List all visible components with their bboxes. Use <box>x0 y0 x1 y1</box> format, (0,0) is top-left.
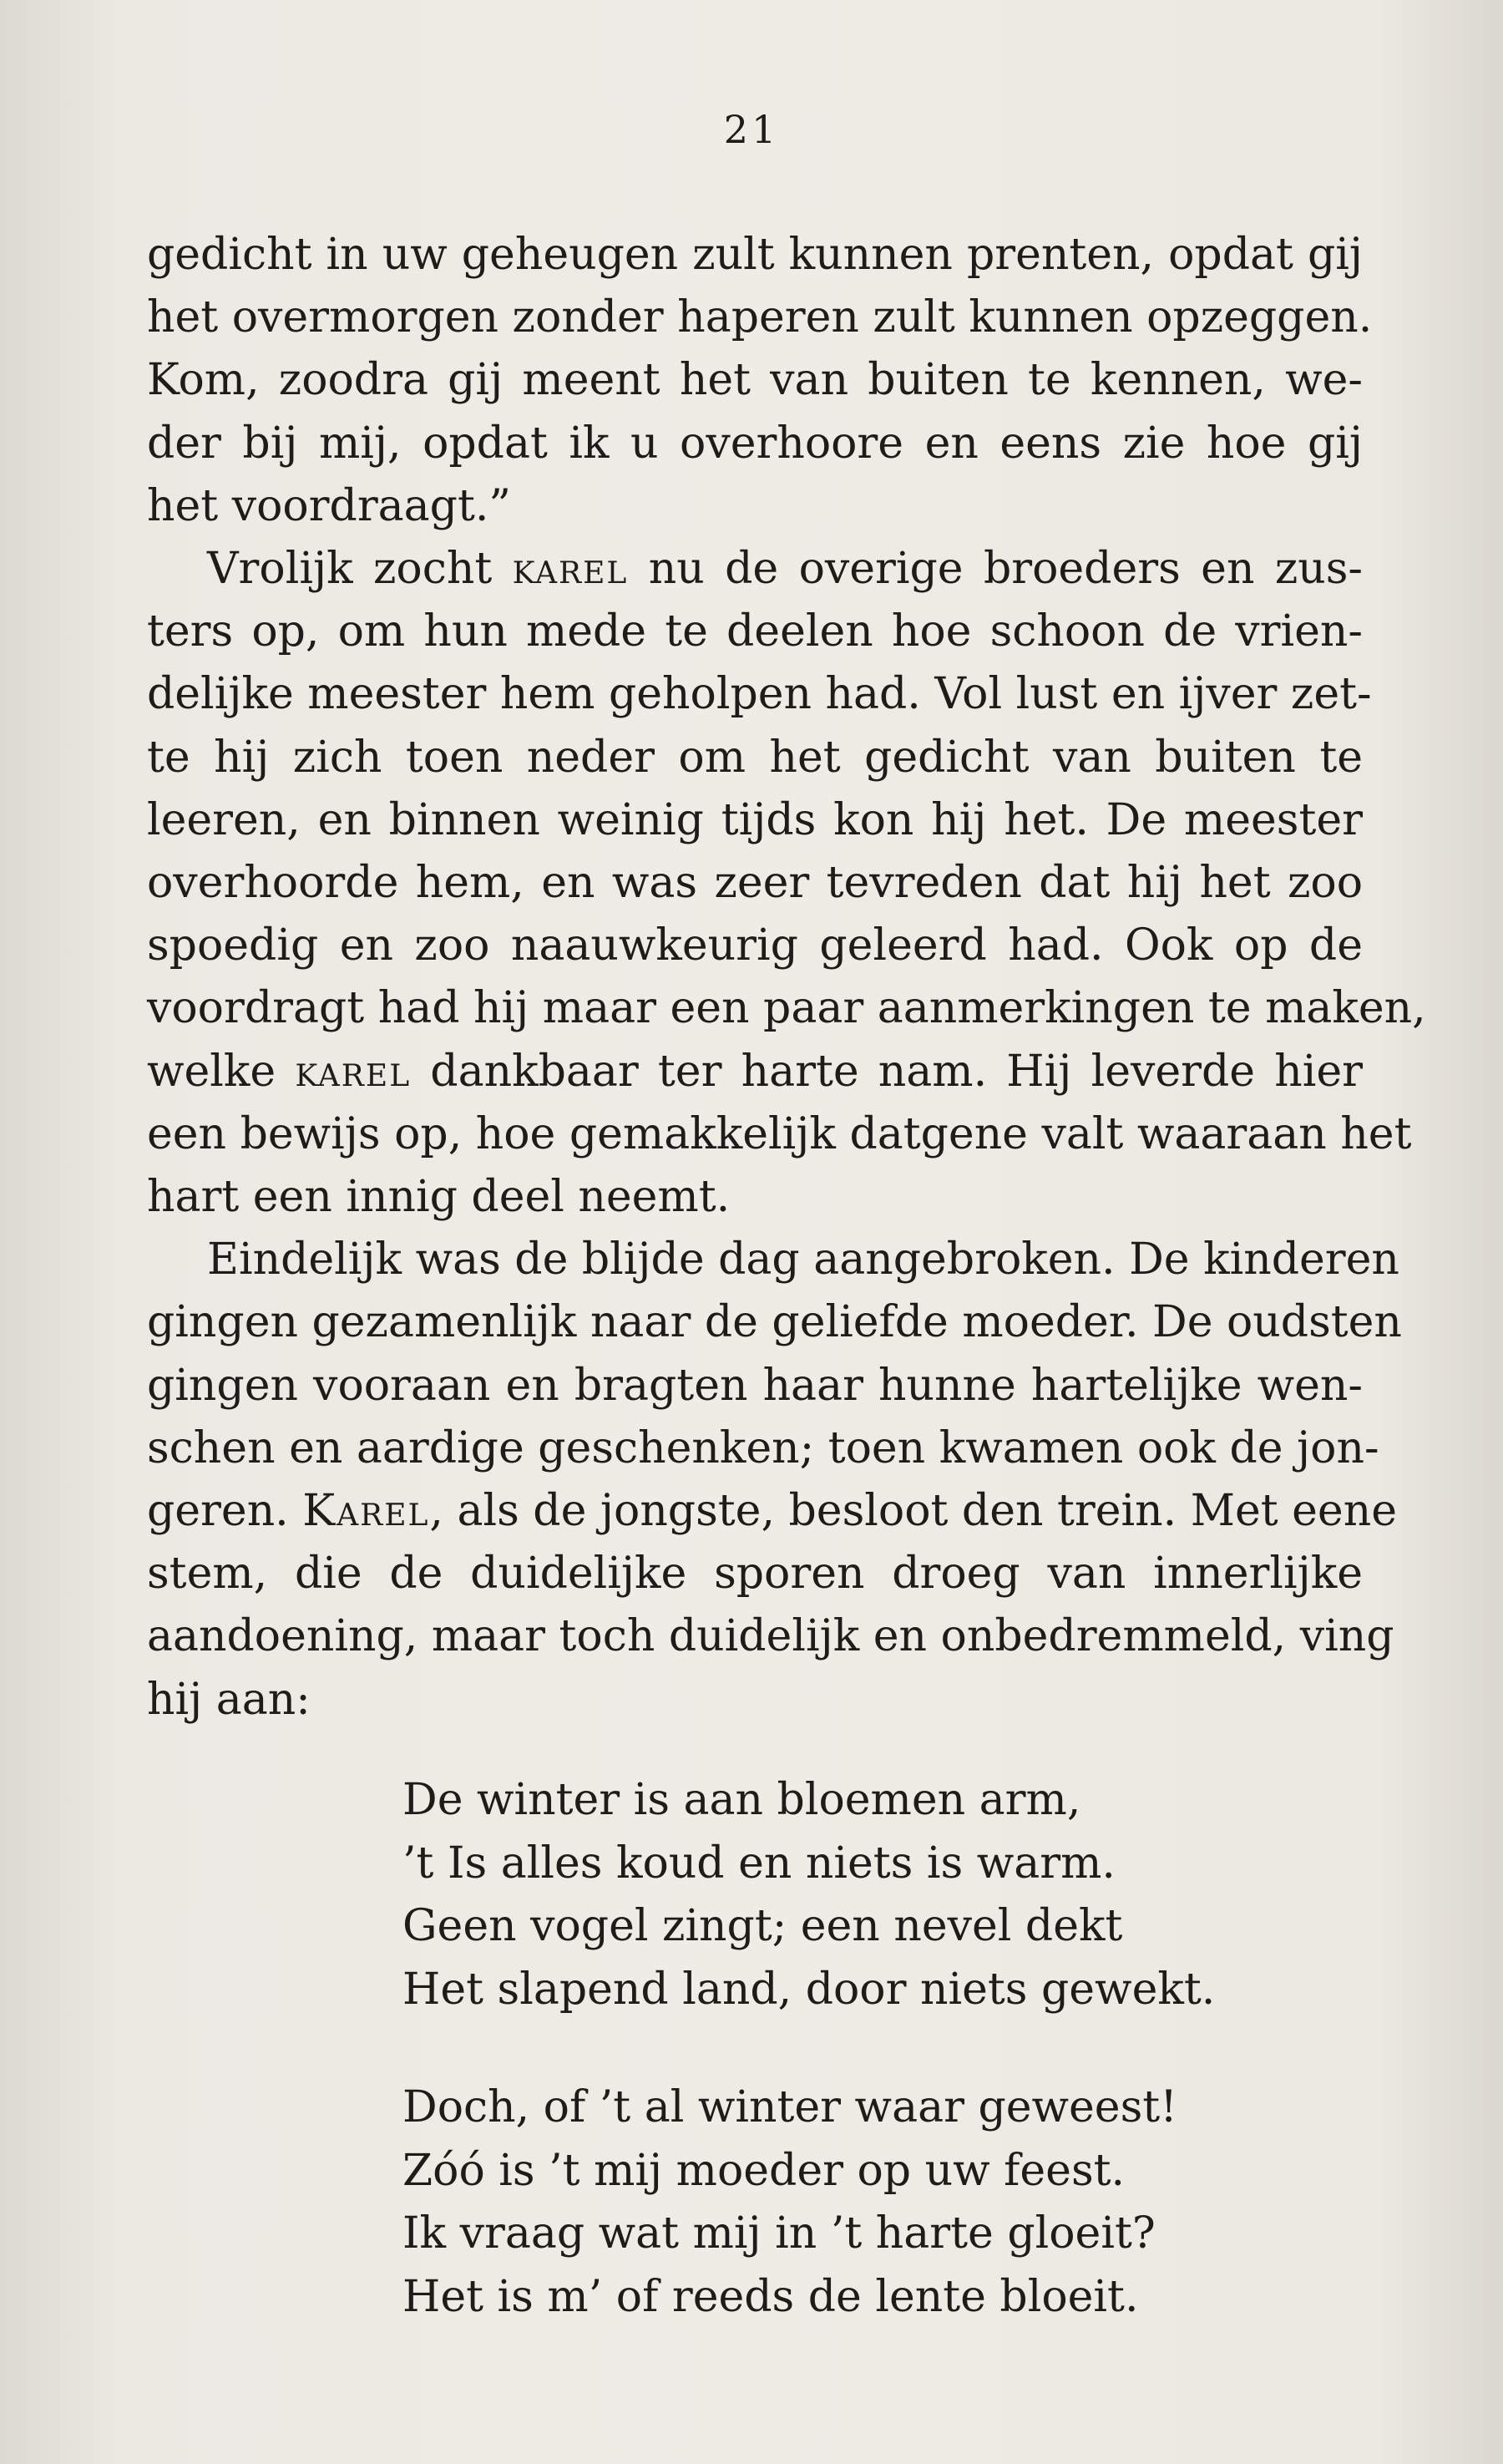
text-line: hij aan: <box>147 1674 311 1725</box>
text-line: ters op, om hun mede te deelen hoe schoon de vrien- <box>147 606 1363 657</box>
text-segment: geren. <box>147 1486 303 1537</box>
page-number: 21 <box>723 107 780 152</box>
text-segment: Vrolijk zocht <box>207 544 513 595</box>
poem-line: ’t Is alles koud en niets is warm. <box>402 1838 1116 1889</box>
text-segment: nu de overige broeders en zus- <box>628 544 1363 595</box>
poem-line: Het slapend land, door niets gewekt. <box>402 1964 1216 2015</box>
text-line: gedicht in uw geheugen zult kunnen prenten, opdat gij <box>147 230 1363 280</box>
text-line <box>147 538 1363 601</box>
text-line: gingen gezamenlijk naar de geliefde moeder. De oudsten <box>147 1297 1402 1348</box>
poem-line: Zóó is ’t mij moeder op uw feest. <box>402 2145 1126 2196</box>
poem-line: Ik vraag wat mij in ’t harte gloeit? <box>402 2208 1156 2259</box>
name-small-caps: Karel <box>302 1486 430 1537</box>
text-line <box>147 1480 1397 1543</box>
text-line: te hij zich toen neder om het gedicht van buiten te <box>147 732 1363 783</box>
poem-stanza-1 <box>402 1769 1237 2021</box>
text-line: het voordraagt.” <box>147 480 511 531</box>
text-segment: , als de jongste, besloot den trein. Met eene <box>429 1486 1397 1537</box>
text-line: der bij mij, opdat ik u overhoore en eens zie hoe gij <box>147 418 1363 469</box>
poem-line: Doch, of ’t al winter waar geweest! <box>402 2082 1178 2132</box>
poem-line: Het is m’ of reeds de lente bloeit. <box>402 2271 1139 2322</box>
text-line: hart een innig deel neemt. <box>147 1172 731 1223</box>
text-segment: dankbaar ter harte nam. Hij leverde hier <box>411 1046 1363 1097</box>
text-line: stem, die de duidelijke sporen droeg van innerlijke <box>147 1549 1363 1600</box>
text-line: een bewijs op, hoe gemakkelijk datgene valt waaraan het <box>147 1108 1412 1159</box>
text-line: leeren, en binnen weinig tijds kon hij het. De meester <box>147 794 1363 845</box>
text-line: spoedig en zoo naauwkeurig geleerd had. Ook op de <box>147 920 1363 971</box>
name-small-caps: karel <box>295 1046 412 1097</box>
text-line: Eindelijk was de blijde dag aangebroken. De kinderen <box>207 1235 1399 1285</box>
poem-line: Geen vogel zingt; een nevel dekt <box>402 1901 1123 1951</box>
text-line: het overmorgen zonder haperen zult kunnen opzeggen. <box>147 292 1373 343</box>
text-line: gingen vooraan en bragten haar hunne hartelijke wen- <box>147 1360 1363 1411</box>
text-line: delijke meester hem geholpen had. Vol lust en ijver zet- <box>147 669 1372 720</box>
poem-line: De winter is aan bloemen arm, <box>402 1775 1081 1825</box>
text-line: overhoorde hem, en was zeer tevreden dat hij het zoo <box>147 858 1363 909</box>
text-line <box>147 1041 1363 1103</box>
text-line: voordragt had hij maar een paar aanmerkingen te maken, <box>147 983 1426 1034</box>
text-line: aandoening, maar toch duidelijk en onbedremmeld, ving <box>147 1611 1394 1662</box>
name-small-caps: karel <box>512 544 629 595</box>
prose-text <box>147 224 1426 1731</box>
text-segment: welke <box>147 1046 296 1097</box>
poem-stanza-2 <box>402 2076 1237 2329</box>
text-line: schen en aardige geschenken; toen kwamen ook de jon- <box>147 1422 1379 1473</box>
text-line: Kom, zoodra gij meent het van buiten te kennen, we- <box>147 355 1363 406</box>
